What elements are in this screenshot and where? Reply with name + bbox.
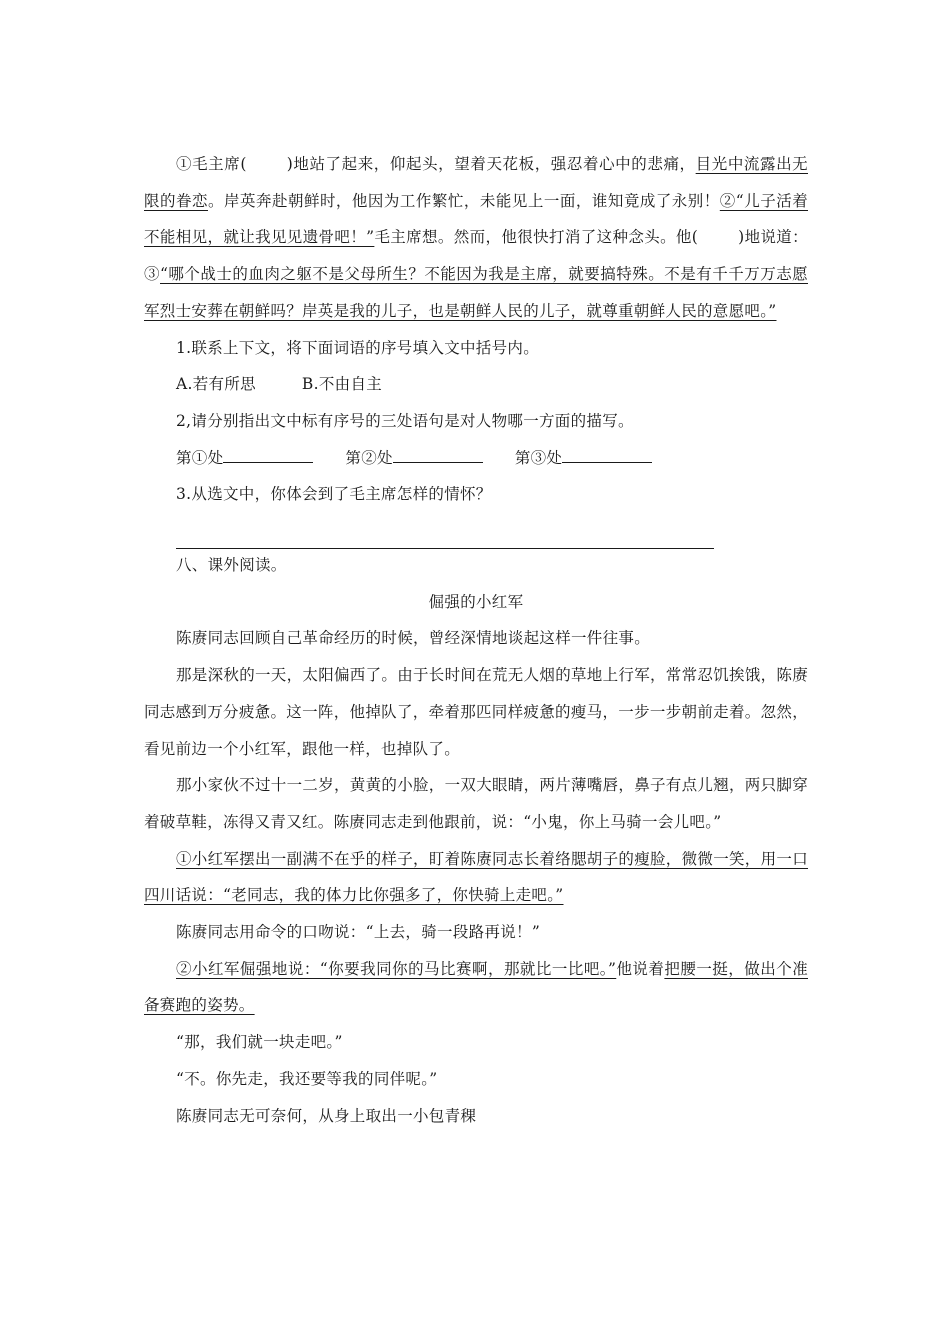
underlined-sentence: ①小红军摆出一副满不在乎的样子，盯着陈赓同志长着络腮胡子的瘦脸，微微一笑，用一口四川话说：“老同志，我的体力比你强多了，你快骑上走吧。” [144,849,809,905]
blank-label-2: 第②处 [345,448,393,467]
blank-label-1: 第①处 [176,448,224,467]
story-paragraph [144,951,808,1024]
question-1: 1.联系上下文，将下面词语的序号填入文中括号内。 [176,338,539,357]
document-page [144,146,808,1134]
underlined-sentence: “哪个战士的血肉之躯不是父母所生？不能因为我是主席，就要搞特殊。不是有千千万万志愿军烈士安葬在朝鲜吗？岸英是我的儿子，也是朝鲜人民的儿子，就尊重朝鲜人民的意愿吧。” [144,265,808,320]
text-run: 他说着 [616,959,665,978]
text-run: )地站了起来，仰起头，望着天花板，强忍着心中的悲痛， [286,155,696,173]
text-run: ①毛主席( [176,155,247,173]
story-paragraph: 那小家伙不过十一二岁，黄黄的小脸，一双大眼睛，两片薄嘴唇，鼻子有点儿翘，两只脚穿着破草鞋，冻得又青又红。陈赓同志走到他跟前，说：“小鬼，你上马骑一会儿吧。” [144,776,809,831]
story-paragraph [144,841,808,914]
answer-line-3[interactable] [562,461,652,463]
text-run: 。岸英奔赴朝鲜时，他因为工作繁忙，未能见上一面，谁知竟成了永别！ [207,191,720,210]
underlined-sentence: 把腰一挺，做出个准备赛跑的姿势。 [144,959,808,1015]
question-1-options [144,366,808,403]
story-paragraph: 那是深秋的一天，太阳偏西了。由于长时间在荒无人烟的草地上行军，常常忍饥挨饿，陈赓同志感到万分疲惫。这一阵，他掉队了，牵着那匹同样疲惫的瘦马，一步一步朝前走着。忽然，看见前边一个小红军，跟他一样，也掉队了。 [144,666,809,758]
story-paragraph: “不。你先走，我还要等我的同伴呢。” [176,1069,438,1088]
story-paragraph: 陈赓同志回顾自己革命经历的时候，曾经深情地谈起这样一件往事。 [176,629,651,648]
answer-line-1[interactable] [223,461,313,463]
passage-paragraph [144,146,808,330]
answer-line-2[interactable] [393,461,483,463]
question-2-blanks [144,440,808,477]
blank-label-3: 第③处 [514,448,563,467]
option-b: B.不由自主 [301,375,383,394]
story-paragraph: “那，我们就一块走吧。” [176,1033,343,1052]
passage-title: 倔强的小红军 [428,592,524,611]
underlined-sentence: ②“儿子活着不能相见，就让我见见遗骨吧！” [144,191,808,247]
option-a: A.若有所思 [176,375,256,394]
text-run: 毛主席想。然而，他很快打消了这种念头。他( [374,228,699,247]
text-run: )地说道：③ [144,228,808,284]
underlined-sentence: 目光中流露出无限的眷恋 [144,155,808,210]
question-3-answer-line[interactable] [176,548,714,549]
question-2: 2,请分别指出文中标有序号的三处语句是对人物哪一方面的描写。 [176,411,634,430]
story-paragraph: 陈赓同志无可奈何，从身上取出一小包青稞 [176,1106,477,1125]
section-heading: 八、课外阅读。 [176,556,287,575]
story-paragraph: 陈赓同志用命令的口吻说：“上去，骑一段路再说！” [176,923,541,942]
underlined-sentence: ②小红军倔强地说：“你要我同你的马比赛啊，那就比一比吧。” [176,959,617,978]
question-3: 3.从选文中，你体会到了毛主席怎样的情怀？ [176,485,492,504]
